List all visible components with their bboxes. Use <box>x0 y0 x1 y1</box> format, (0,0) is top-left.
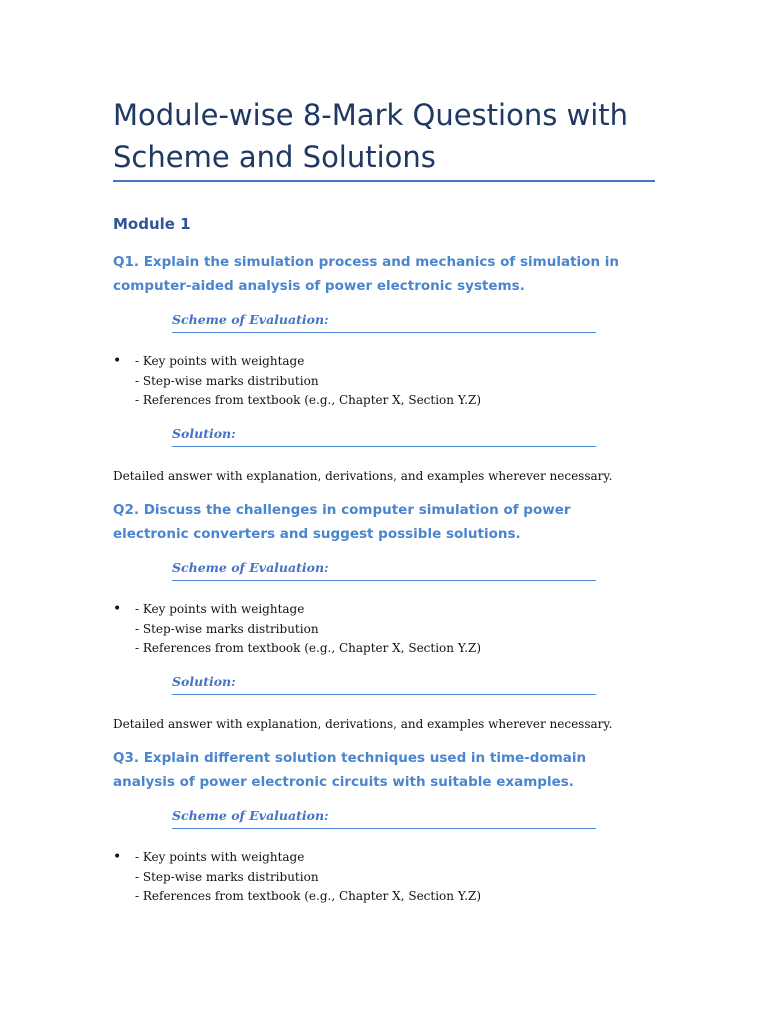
question-3: Q3. Explain different solution techniques used in time-domain analysis of power electronic circuits with suitable examples. <box>113 750 587 790</box>
solution-heading-q1: Solution: <box>172 424 596 447</box>
solution-text-q2: Detailed answer with explanation, derivations, and examples wherever necessary. <box>113 717 613 731</box>
scheme-heading-q3: Scheme of Evaluation: <box>172 806 596 829</box>
scheme-point: - References from textbook (e.g., Chapter X, Section Y.Z) <box>135 393 482 407</box>
title-underline <box>113 180 655 182</box>
bullet-icon: • <box>113 353 122 369</box>
bullet-icon: • <box>113 849 122 865</box>
question-1: Q1. Explain the simulation process and mechanics of simulation in computer-aided analysis of power electronic systems. <box>113 254 619 294</box>
solution-text-q1: Detailed answer with explanation, derivations, and examples wherever necessary. <box>113 469 613 483</box>
scheme-point: - References from textbook (e.g., Chapter X, Section Y.Z) <box>135 641 482 655</box>
question-2: Q2. Discuss the challenges in computer simulation of power electronic converters and suggest possible solutions. <box>113 502 571 542</box>
scheme-point: - Key points with weightage <box>135 354 305 368</box>
scheme-point: - Key points with weightage <box>135 850 305 864</box>
scheme-point: - References from textbook (e.g., Chapter X, Section Y.Z) <box>135 889 482 903</box>
scheme-point: - Key points with weightage <box>135 602 305 616</box>
scheme-point: - Step-wise marks distribution <box>135 869 319 884</box>
scheme-heading-q2: Scheme of Evaluation: <box>172 558 596 581</box>
scheme-point: - Step-wise marks distribution <box>135 373 319 388</box>
scheme-heading-q1: Scheme of Evaluation: <box>172 310 596 333</box>
module-heading: Module 1 <box>113 215 191 233</box>
solution-heading-q2: Solution: <box>172 672 596 695</box>
page-title: Module-wise 8-Mark Questions with Scheme and Solutions <box>113 98 629 174</box>
bullet-icon: • <box>113 601 122 617</box>
scheme-point: - Step-wise marks distribution <box>135 621 319 636</box>
